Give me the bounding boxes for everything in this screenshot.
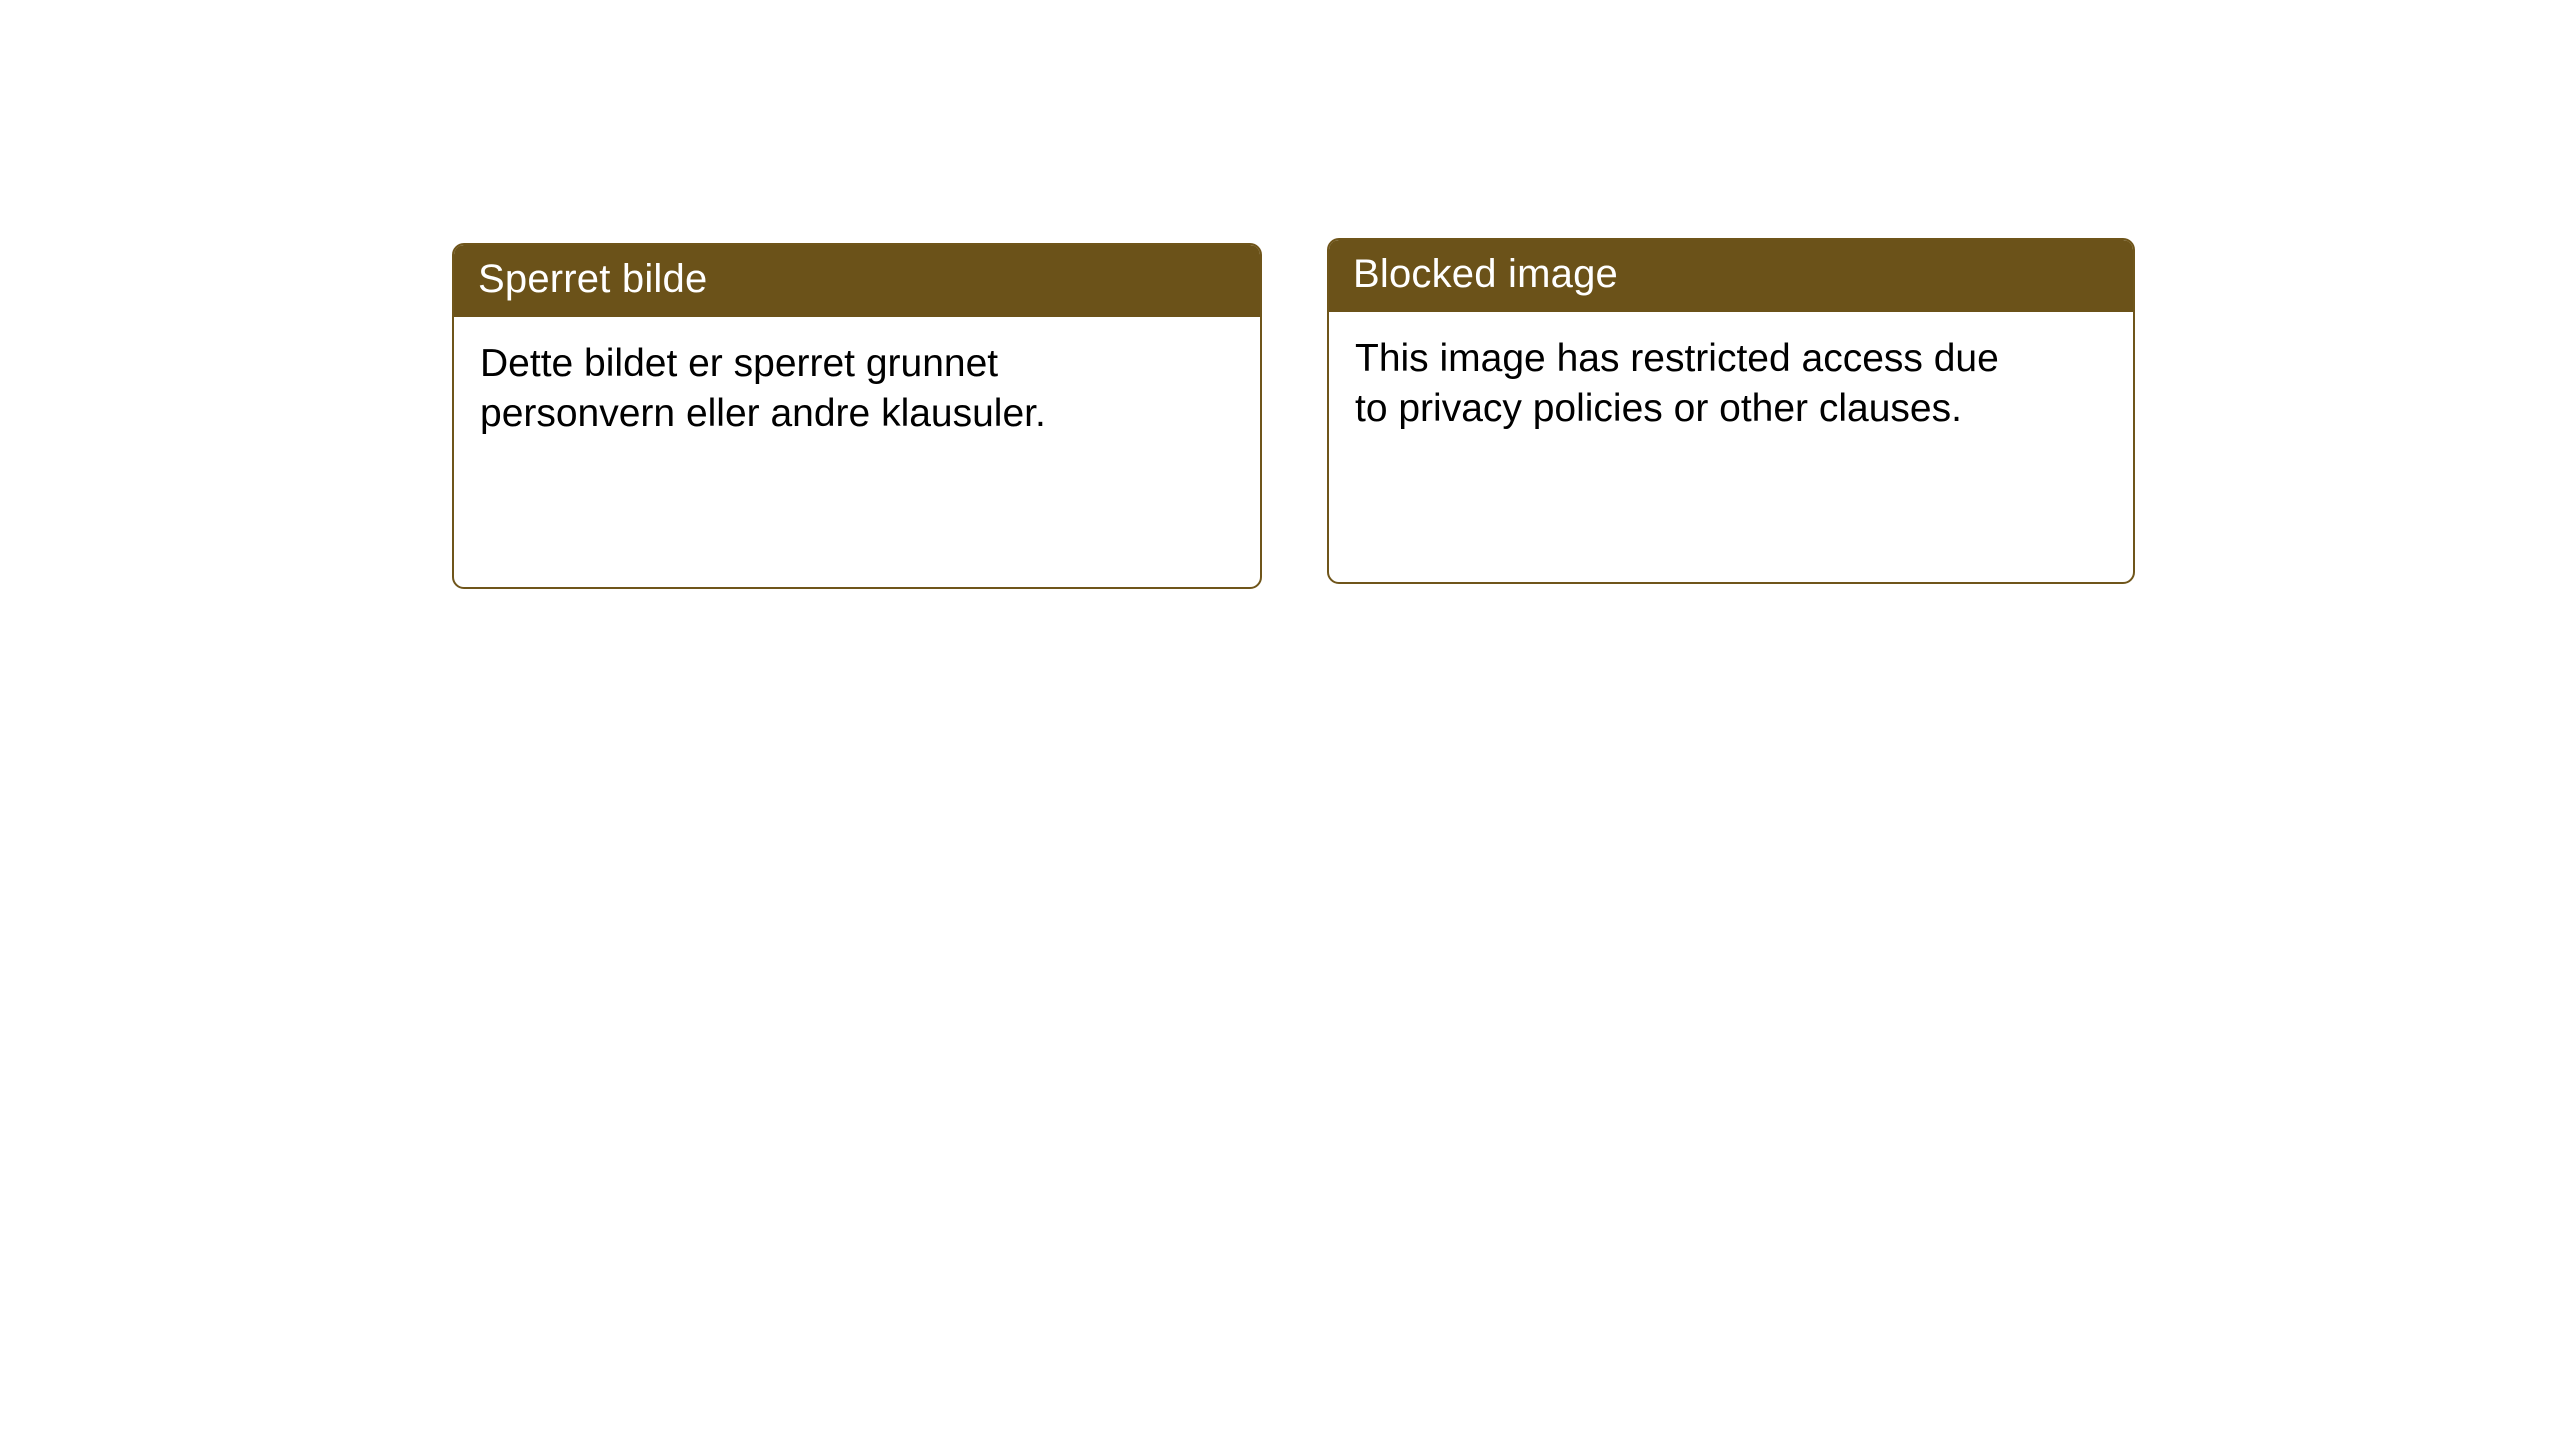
blocked-image-card-english: [1327, 238, 2135, 584]
blocked-image-card-body-english: [1329, 312, 2133, 582]
blocked-image-card-message-english: This image has restricted access due to privacy policies or other clauses.: [1355, 337, 1999, 430]
blocked-image-card-message-norwegian: Dette bildet er sperret grunnet personvern eller andre klausuler.: [480, 342, 1046, 435]
blocked-image-card-title-english: Blocked image: [1329, 240, 2133, 312]
blocked-image-card-norwegian: [452, 243, 1262, 589]
blocked-image-card-title-norwegian: Sperret bilde: [454, 245, 1260, 317]
blocked-image-card-body-norwegian: [454, 317, 1260, 587]
